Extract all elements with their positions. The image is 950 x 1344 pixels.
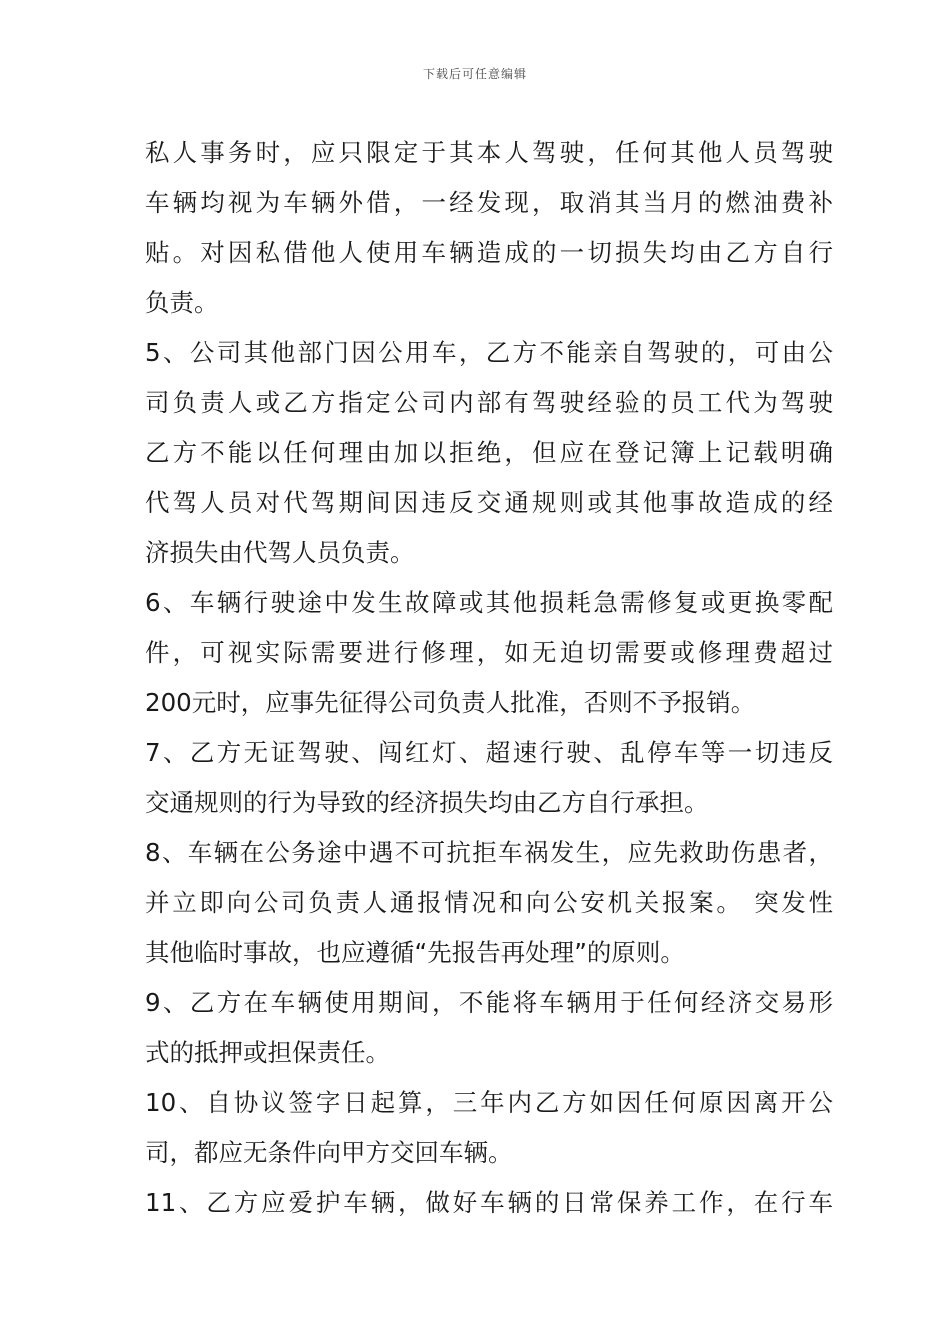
text-line: 11、乙方应爱护车辆，做好车辆的日常保养工作，在行车 [145, 1188, 833, 1217]
text-line: 6、车辆行驶途中发生故障或其他损耗急需修复或更换零配 [145, 588, 833, 617]
text-line: 车辆均视为车辆外借，一经发现，取消其当月的燃油费补 [145, 188, 833, 217]
text-line: 贴。对因私借他人使用车辆造成的一切损失均由乙方自行 [145, 238, 833, 267]
text-line: 乙方不能以任何理由加以拒绝，但应在登记簿上记载明确 [145, 438, 833, 467]
text-line: 200元时，应事先征得公司负责人批准，否则不予报销。 [145, 688, 756, 717]
document-body [145, 128, 833, 1228]
text-line: 7、乙方无证驾驶、闯红灯、超速行驶、乱停车等一切违反 [145, 738, 833, 767]
text-line: 私人事务时，应只限定于其本人驾驶，任何其他人员驾驶 [145, 138, 833, 167]
page-header: 下载后可任意编辑 [422, 67, 527, 81]
text-line: 济损失由代驾人员负责。 [145, 538, 415, 567]
text-line: 司，都应无条件向甲方交回车辆。 [145, 1138, 513, 1167]
text-line: 并立即向公司负责人通报情况和向公安机关报案。 突发性 [145, 888, 833, 917]
text-line: 式的抵押或担保责任。 [145, 1038, 390, 1067]
text-line: 8、车辆在公务途中遇不可抗拒车祸发生，应先救助伤患者， [145, 838, 833, 867]
text-line: 代驾人员对代驾期间因违反交通规则或其他事故造成的经 [145, 488, 833, 517]
text-line: 交通规则的行为导致的经济损失均由乙方自行承担。 [145, 788, 709, 817]
text-line: 9、乙方在车辆使用期间，不能将车辆用于任何经济交易形 [145, 988, 833, 1017]
text-line: 10、自协议签字日起算，三年内乙方如因任何原因离开公 [145, 1088, 833, 1117]
text-line: 件，可视实际需要进行修理，如无迫切需要或修理费超过 [145, 638, 833, 667]
text-line: 其他临时事故，也应遵循“先报告再处理”的原则。 [145, 938, 685, 967]
text-line: 司负责人或乙方指定公司内部有驾驶经验的员工代为驾驶 [145, 388, 833, 417]
text-line: 负责。 [145, 288, 219, 317]
text-line: 5、公司其他部门因公用车，乙方不能亲自驾驶的，可由公 [145, 338, 833, 367]
